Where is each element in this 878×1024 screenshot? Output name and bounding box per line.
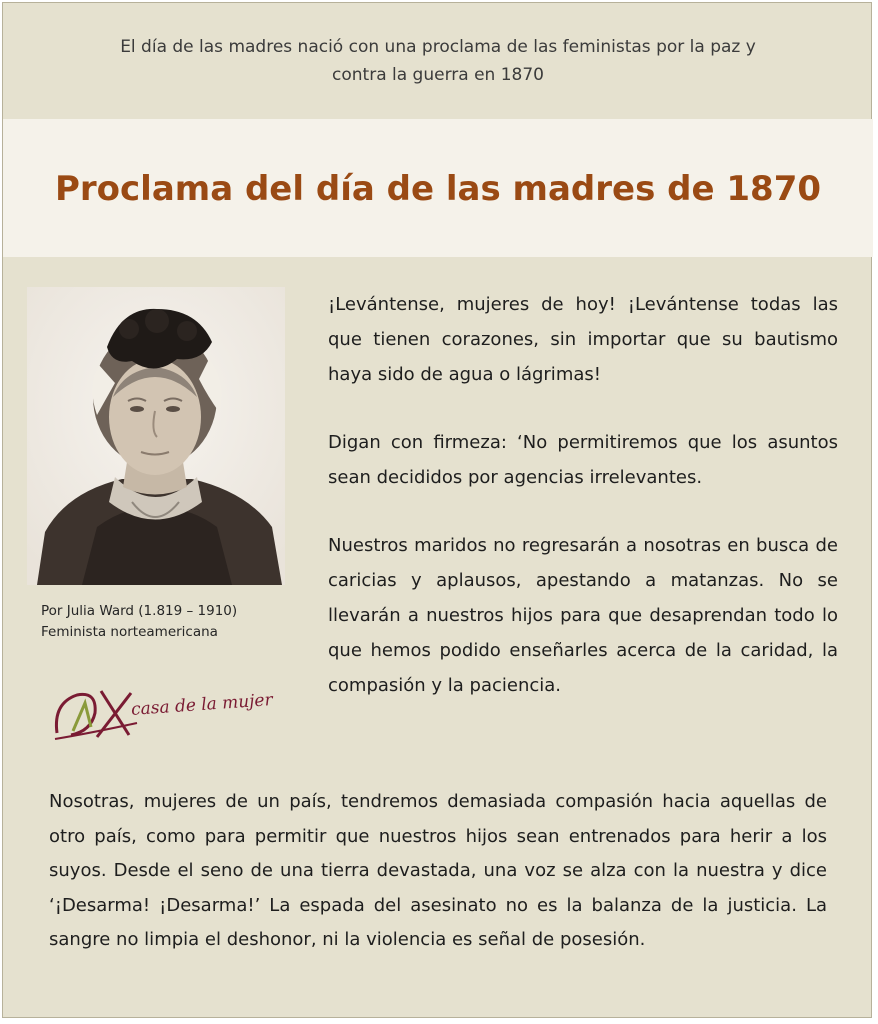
title-band: [3, 119, 873, 257]
paragraph-2: Digan con firmeza: ‘No permitiremos que los asuntos sean decididos por agencias irrelevantes.: [328, 432, 838, 488]
page-title: Proclama del día de las madres de 1870: [54, 169, 822, 209]
portrait-caption: [41, 601, 301, 643]
logo-mark-icon: [51, 683, 141, 745]
portrait-drawing: [27, 287, 285, 585]
paragraph-3: Nuestros maridos no regresarán a nosotras en busca de caricias y aplausos, apestando a matanzas. No se llevarán a nuestros hijos para que desaprendan todo lo que hemos podido enseñarles acerca de la caridad, la compasión y la paciencia.: [328, 535, 838, 696]
bottom-paragraph: Nosotras, mujeres de un país, tendremos demasiada compasión hacia aquellas de otro país, como para permitir que nuestros hijos sean entrenados para herir a los suyos. Desde el seno de una tierra devastada, una voz se alza con la nuestra y dice ‘¡Desarma! ¡Desarma!’ La espada del asesinato no es la balanza de la justicia. La sangre no limpia el deshonor, ni la violencia es señal de posesión.: [49, 791, 827, 950]
caption-line-2: Feminista norteamericana: [41, 624, 218, 640]
logo: [51, 683, 281, 745]
logo-text: casa de la mujer: [130, 690, 274, 720]
paragraph-1: ¡Levántense, mujeres de hoy! ¡Levántense todas las que tienen corazones, sin importar que su bautismo haya sido de agua o lágrimas!: [328, 294, 838, 385]
poster: [2, 2, 872, 1018]
right-column: [328, 287, 838, 736]
portrait-image: [27, 287, 285, 585]
caption-line-1: Por Julia Ward (1.819 – 1910): [41, 603, 238, 619]
intro-line-2: contra la guerra en 1870: [332, 65, 544, 85]
intro-line-1: El día de las madres nació con una proclama de las feministas por la paz y: [120, 37, 756, 57]
intro-text: [3, 33, 873, 89]
